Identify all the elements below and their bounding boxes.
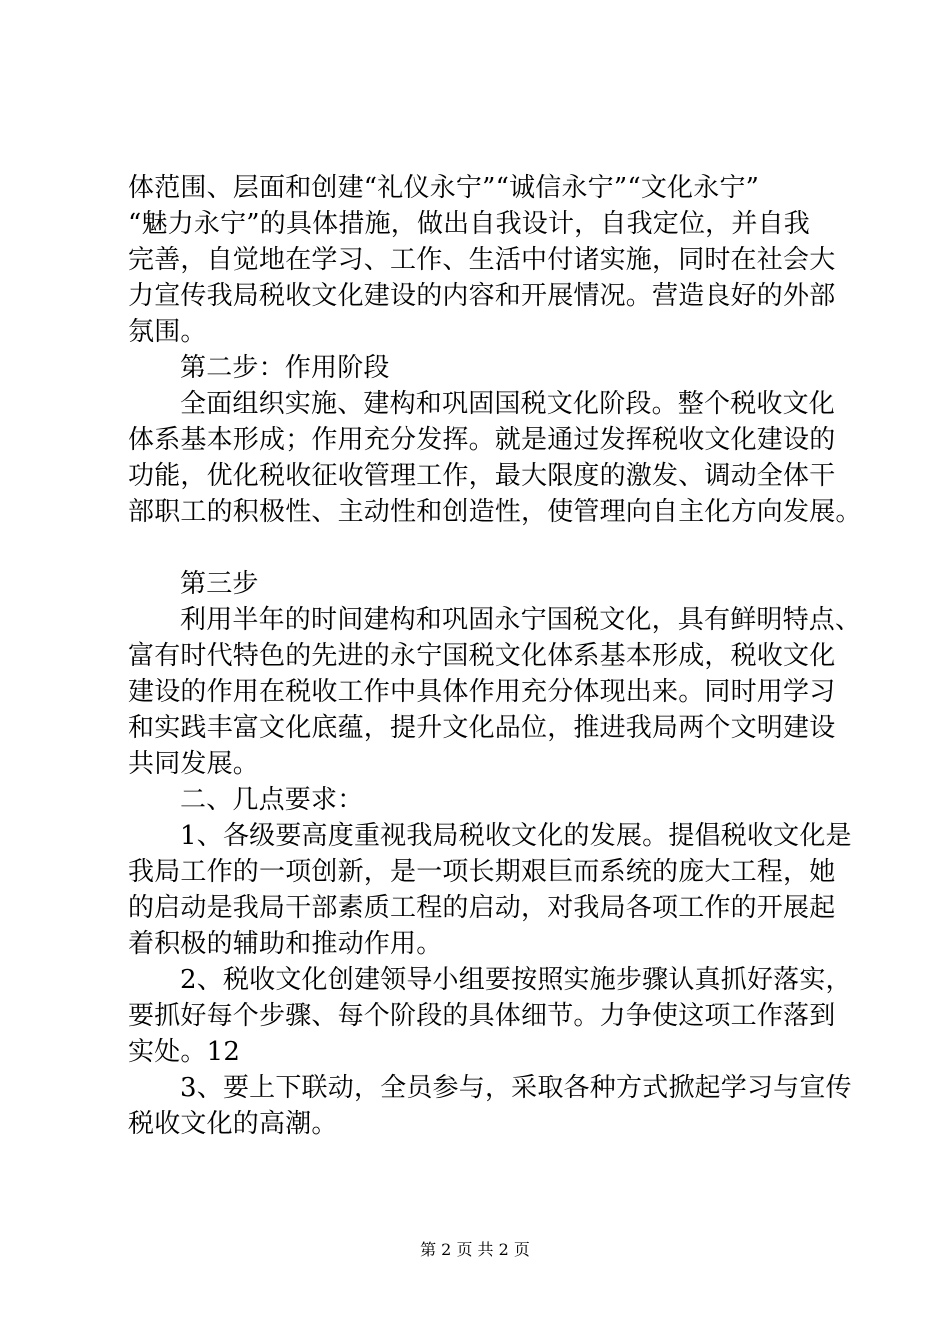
text-line: 氛围。 bbox=[128, 317, 207, 347]
text-line: 2、税收文化创建领导小组要按照实施步骤认真抓好落实， bbox=[180, 965, 852, 995]
page-footer: 第 2 页 共 2 页 bbox=[420, 1240, 530, 1259]
text-line: 全面组织实施、建构和巩固国税文化阶段。整个税收文化 bbox=[180, 389, 836, 419]
text-line: 第二步：作用阶段 bbox=[180, 353, 390, 383]
text-line: 完善，自觉地在学习、工作、生活中付诸实施，同时在社会大 bbox=[128, 245, 836, 275]
text-line: 部职工的积极性、主动性和创造性，使管理向自主化方向发展。 bbox=[128, 497, 862, 527]
text-line: 力宣传我局税收文化建设的内容和开展情况。营造良好的外部 bbox=[128, 281, 836, 311]
text-line: 利用半年的时间建构和巩固永宁国税文化，具有鲜明特点、 bbox=[180, 605, 862, 635]
text-line: 第三步 bbox=[180, 569, 259, 599]
text-line: 实处。12 bbox=[128, 1037, 241, 1067]
text-line: 富有时代特色的先进的永宁国税文化体系基本形成，税收文化 bbox=[128, 641, 836, 671]
text-line: 税收文化的高潮。 bbox=[128, 1109, 338, 1139]
text-line: 共同发展。 bbox=[128, 749, 260, 779]
document-body bbox=[128, 170, 862, 1142]
text-line: 要抓好每个步骤、每个阶段的具体细节。力争使这项工作落到 bbox=[128, 1001, 836, 1031]
blank-line bbox=[128, 530, 836, 566]
text-line: 建设的作用在税收工作中具体作用充分体现出来。同时用学习 bbox=[128, 677, 836, 707]
text-line: 体系基本形成；作用充分发挥。就是通过发挥税收文化建设的 bbox=[128, 425, 836, 455]
text-line: 着积极的辅助和推动作用。 bbox=[128, 929, 443, 959]
text-line: 3、要上下联动，全员参与，采取各种方式掀起学习与宣传 bbox=[180, 1073, 852, 1103]
text-line: “魅力永宁”的具体措施，做出自我设计，自我定位，并自我 bbox=[128, 209, 810, 239]
text-line: 二、几点要求： bbox=[180, 785, 364, 815]
text-line: 和实践丰富文化底蕴，提升文化品位，推进我局两个文明建设 bbox=[128, 713, 836, 743]
text-line: 我局工作的一项创新，是一项长期艰巨而系统的庞大工程，她 bbox=[128, 857, 836, 887]
text-line: 体范围、层面和创建“礼仪永宁”“诚信永宁”“文化永宁” bbox=[128, 173, 760, 203]
text-line: 的启动是我局干部素质工程的启动，对我局各项工作的开展起 bbox=[128, 893, 836, 923]
text-line: 功能，优化税收征收管理工作，最大限度的激发、调动全体干 bbox=[128, 461, 836, 491]
text-line: 1、各级要高度重视我局税收文化的发展。提倡税收文化是 bbox=[180, 821, 852, 851]
